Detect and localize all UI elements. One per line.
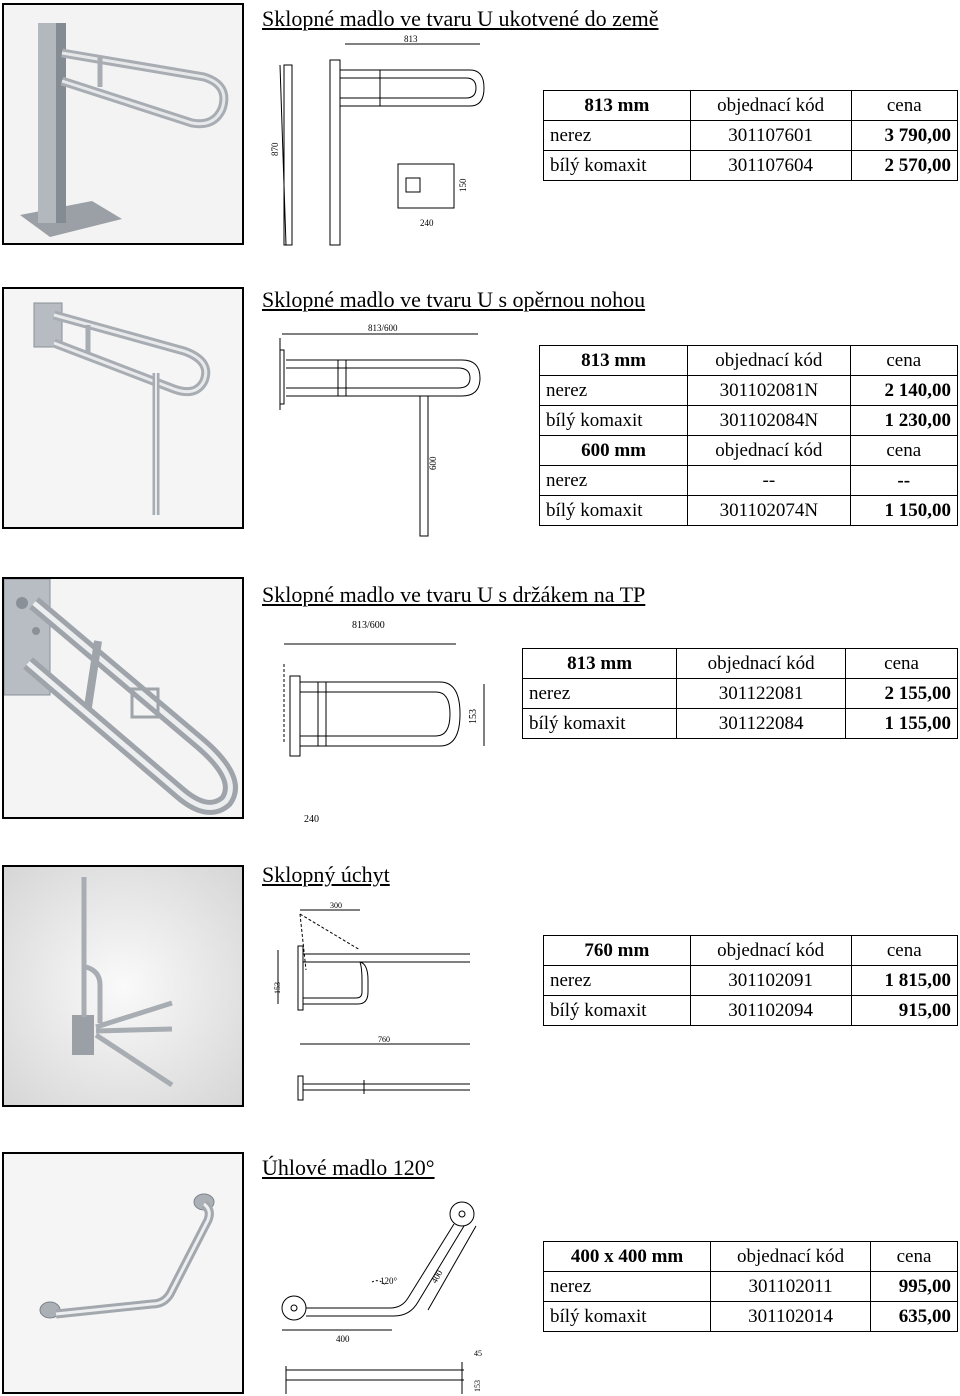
technical-drawing-folding-grip <box>270 900 500 1100</box>
dimension-leg-a: 400 <box>336 1334 350 1344</box>
product-photo-u-rail-tp-holder <box>2 577 244 819</box>
dimension-width: 813/600 <box>368 323 398 333</box>
price-table <box>543 90 958 181</box>
table-row <box>540 376 958 406</box>
code-cell: 301102094 <box>690 996 851 1026</box>
price-cell: 2 570,00 <box>851 151 957 181</box>
size-header: 600 mm <box>540 436 688 466</box>
table-row <box>540 466 958 496</box>
price-cell: 1 150,00 <box>850 496 957 526</box>
price-header: cena <box>871 1242 958 1272</box>
price-cell: -- <box>850 466 957 496</box>
code-header: objednací kód <box>711 1242 871 1272</box>
code-cell: 301102074N <box>688 496 850 526</box>
price-cell: 3 790,00 <box>851 121 957 151</box>
table-row <box>540 346 958 376</box>
variant-cell: nerez <box>544 966 691 996</box>
dimension-plate-width: 240 <box>304 814 319 825</box>
table-row <box>544 121 958 151</box>
dimension-height: 600 <box>428 456 438 470</box>
code-header: objednací kód <box>690 936 851 966</box>
dimension-plate-width: 240 <box>420 218 434 228</box>
variant-cell: bílý komaxit <box>540 406 688 436</box>
table-row <box>544 966 958 996</box>
size-header: 760 mm <box>544 936 691 966</box>
price-cell: 2 155,00 <box>846 679 958 709</box>
price-table <box>543 935 958 1026</box>
table-row <box>544 1242 958 1272</box>
technical-drawing-u-rail-leg <box>268 320 508 540</box>
product-photo-folding-grip <box>2 865 244 1107</box>
table-row <box>540 436 958 466</box>
price-header: cena <box>851 91 957 121</box>
angle-label: 120° <box>380 1276 398 1286</box>
code-cell: -- <box>688 466 850 496</box>
code-header: objednací kód <box>677 649 846 679</box>
size-header: 813 mm <box>544 91 691 121</box>
price-cell: 995,00 <box>871 1272 958 1302</box>
dimension-width: 813/600 <box>352 620 385 631</box>
variant-cell: bílý komaxit <box>544 1302 711 1332</box>
price-cell: 1 230,00 <box>850 406 957 436</box>
price-table <box>522 648 958 739</box>
code-cell: 301102014 <box>711 1302 871 1332</box>
table-row <box>523 649 958 679</box>
variant-cell: bílý komaxit <box>523 709 677 739</box>
code-cell: 301122081 <box>677 679 846 709</box>
section-title: Úhlové madlo 120° <box>262 1155 435 1180</box>
product-photo-floor-u-rail <box>2 3 244 245</box>
variant-cell: nerez <box>540 466 688 496</box>
dimension-width: 760 <box>378 1035 390 1044</box>
dimension-height: 153 <box>273 982 282 994</box>
code-cell: 301102091 <box>690 966 851 996</box>
variant-cell: bílý komaxit <box>540 496 688 526</box>
dimension-top: 300 <box>330 901 342 910</box>
code-header: objednací kód <box>690 91 851 121</box>
code-cell: 301102084N <box>688 406 850 436</box>
code-cell: 301102011 <box>711 1272 871 1302</box>
code-cell: 301102081N <box>688 376 850 406</box>
code-cell: 301122084 <box>677 709 846 739</box>
dimension-height: 870 <box>270 142 280 156</box>
code-cell: 301107604 <box>690 151 851 181</box>
variant-cell: bílý komaxit <box>544 151 691 181</box>
dimension-width: 813 <box>404 34 418 44</box>
dimension-leg-b: 400 <box>429 1268 445 1285</box>
variant-cell: nerez <box>544 121 691 151</box>
price-cell: 635,00 <box>871 1302 958 1332</box>
price-cell: 1 155,00 <box>846 709 958 739</box>
dimension-small: 45 <box>474 1349 482 1358</box>
table-row <box>523 709 958 739</box>
dimension-height: 153 <box>473 1380 482 1392</box>
size-header: 813 mm <box>540 346 688 376</box>
variant-cell: bílý komaxit <box>544 996 691 1026</box>
price-header: cena <box>850 436 957 466</box>
section-title: Sklopné madlo ve tvaru U ukotvené do země <box>262 6 659 31</box>
table-row <box>544 1302 958 1332</box>
table-row <box>544 91 958 121</box>
price-cell: 915,00 <box>851 996 957 1026</box>
table-row <box>540 406 958 436</box>
code-header: objednací kód <box>688 346 850 376</box>
price-header: cena <box>851 936 957 966</box>
product-photo-angle-rail <box>2 1152 244 1394</box>
technical-drawing-u-rail-tp-holder <box>278 614 508 828</box>
table-row <box>523 679 958 709</box>
code-cell: 301107601 <box>690 121 851 151</box>
price-header: cena <box>846 649 958 679</box>
table-row <box>544 1272 958 1302</box>
price-table <box>539 345 958 526</box>
variant-cell: nerez <box>540 376 688 406</box>
variant-cell: nerez <box>523 679 677 709</box>
product-photo-u-rail-leg <box>2 287 244 529</box>
table-row <box>544 996 958 1026</box>
table-row <box>544 936 958 966</box>
price-header: cena <box>850 346 957 376</box>
section-title: Sklopný úchyt <box>262 862 390 887</box>
technical-drawing-angle-rail <box>268 1190 504 1396</box>
code-header: objednací kód <box>688 436 850 466</box>
price-cell: 2 140,00 <box>850 376 957 406</box>
size-header: 400 x 400 mm <box>544 1242 711 1272</box>
dimension-plate-height: 150 <box>458 178 468 192</box>
table-row <box>544 151 958 181</box>
variant-cell: nerez <box>544 1272 711 1302</box>
table-row <box>540 496 958 526</box>
dimension-height: 153 <box>468 709 479 724</box>
price-cell: 1 815,00 <box>851 966 957 996</box>
size-header: 813 mm <box>523 649 677 679</box>
technical-drawing-floor-u-rail <box>270 30 510 250</box>
section-title: Sklopné madlo ve tvaru U s opěrnou nohou <box>262 287 646 312</box>
price-table <box>543 1241 958 1332</box>
section-title: Sklopné madlo ve tvaru U s držákem na TP <box>262 582 646 607</box>
